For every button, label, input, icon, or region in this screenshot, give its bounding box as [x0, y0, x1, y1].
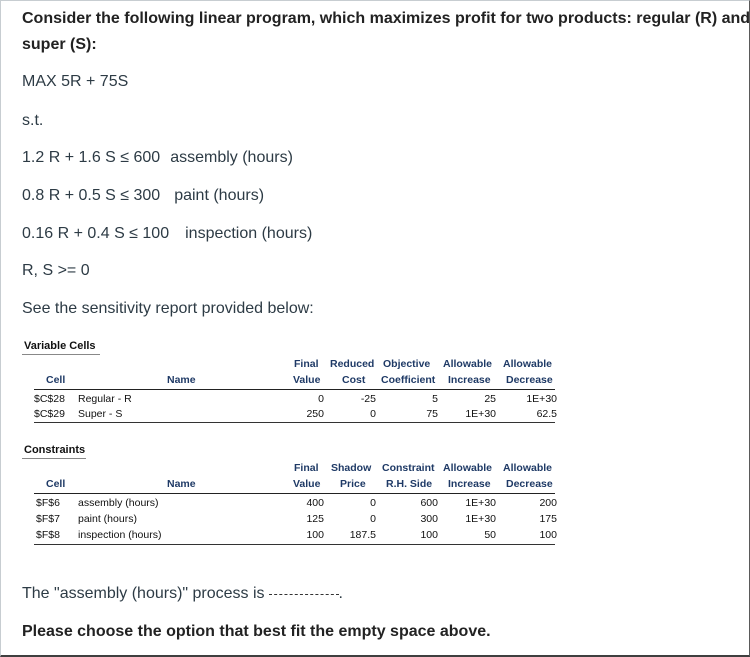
table-row-inc: 25 [484, 393, 496, 405]
nonnegativity: R, S >= 0 [22, 262, 90, 279]
hdr-rhs: R.H. Side [386, 478, 433, 490]
constraint-expr: 0.8 R + 0.5 S ≤ 300 [22, 187, 161, 204]
table-row-dec: 1E+30 [526, 393, 557, 405]
table-row-inc: 1E+30 [465, 513, 496, 525]
hdr-final: Final [294, 358, 319, 370]
table-row-final: 0 [318, 393, 324, 405]
table-row-inc: 1E+30 [465, 408, 496, 420]
table-row-dec: 175 [539, 513, 557, 525]
fill-prompt-text: The "assembly (hours)" process is [22, 585, 265, 602]
objective-function: MAX 5R + 75S [22, 73, 129, 90]
table-row-rhs: 600 [420, 497, 438, 509]
table-row-cell: $F$8 [36, 529, 60, 541]
table-row-final: 125 [306, 513, 324, 525]
table-row-price: 0 [370, 497, 376, 509]
hdr-objective: Objective [383, 358, 431, 370]
constraint-assembly [22, 149, 293, 167]
table-row-reduced: 0 [370, 408, 376, 420]
hdr-cost: Cost [342, 374, 366, 386]
variable-cells-caption: Variable Cells [24, 340, 96, 352]
table-row-final: 100 [306, 529, 324, 541]
constraint-desc: paint (hours) [174, 187, 265, 204]
instruction-text: Please choose the option that best fit the empty space above. [22, 623, 491, 640]
hdr-cell: Cell [46, 374, 66, 386]
fill-in-blank-prompt [22, 585, 343, 603]
table-row-final: 400 [306, 497, 324, 509]
question-intro-cont: super (S): [22, 36, 97, 53]
subject-to: s.t. [22, 112, 44, 129]
hdr-allowable-inc: Allowable [443, 462, 493, 474]
table-row-name: assembly (hours) [78, 497, 159, 509]
constraint-desc: assembly (hours) [170, 149, 293, 166]
variable-cells-table [22, 338, 562, 428]
table-row-dec: 62.5 [536, 408, 557, 420]
table-row-final: 250 [306, 408, 324, 420]
hdr-increase: Increase [448, 374, 491, 386]
table-row-name: paint (hours) [78, 513, 137, 525]
hdr-allowable-inc: Allowable [443, 358, 493, 370]
constraint-paint [22, 187, 264, 205]
hdr-shadow: Shadow [331, 462, 372, 474]
table-row-inc: 50 [484, 529, 496, 541]
table-row-cell: $F$7 [36, 513, 60, 525]
constraint-desc: inspection (hours) [185, 225, 313, 242]
hdr-cell: Cell [46, 478, 66, 490]
table-row-rhs: 300 [420, 513, 438, 525]
hdr-coefficient: Coefficient [381, 374, 436, 386]
table-row-dec: 100 [539, 529, 557, 541]
see-report-text: See the sensitivity report provided below: [22, 300, 314, 317]
hdr-decrease: Decrease [506, 374, 553, 386]
table-row-name: Regular - R [78, 393, 132, 405]
hdr-decrease: Decrease [506, 478, 553, 490]
table-row-coef: 5 [432, 393, 438, 405]
hdr-final: Final [294, 462, 319, 474]
constraint-inspection [22, 225, 312, 243]
table-row-coef: 75 [426, 408, 438, 420]
constraints-table [22, 442, 562, 548]
table-row-cell: $C$29 [34, 408, 65, 420]
hdr-name: Name [167, 374, 196, 386]
table-row-inc: 1E+30 [465, 497, 496, 509]
table-row-price: 187.5 [349, 529, 376, 541]
hdr-constraint: Constraint [382, 462, 435, 474]
hdr-reduced: Reduced [330, 358, 375, 370]
hdr-allowable-dec: Allowable [503, 358, 553, 370]
table-row-rhs: 100 [420, 529, 438, 541]
question-intro: Consider the following linear program, which maximizes profit for two products: regular (R) and [22, 10, 750, 27]
table-row-dec: 200 [539, 497, 557, 509]
constraints-caption: Constraints [24, 444, 86, 456]
constraint-expr: 0.16 R + 0.4 S ≤ 100 [22, 225, 170, 242]
table-row-name: Super - S [78, 408, 123, 420]
constraint-expr: 1.2 R + 1.6 S ≤ 600 [22, 149, 161, 166]
hdr-allowable-dec: Allowable [503, 462, 553, 474]
fill-tail: . [338, 585, 343, 602]
table-row-cell: $C$28 [34, 393, 65, 405]
hdr-value: Value [293, 478, 321, 490]
hdr-name: Name [167, 478, 196, 490]
answer-blank [269, 594, 339, 595]
table-row-name: inspection (hours) [78, 529, 162, 541]
hdr-increase: Increase [448, 478, 491, 490]
table-row-cell: $F$6 [36, 497, 60, 509]
table-row-reduced: -25 [360, 393, 376, 405]
hdr-price: Price [340, 478, 366, 490]
table-row-price: 0 [370, 513, 376, 525]
hdr-value: Value [293, 374, 321, 386]
